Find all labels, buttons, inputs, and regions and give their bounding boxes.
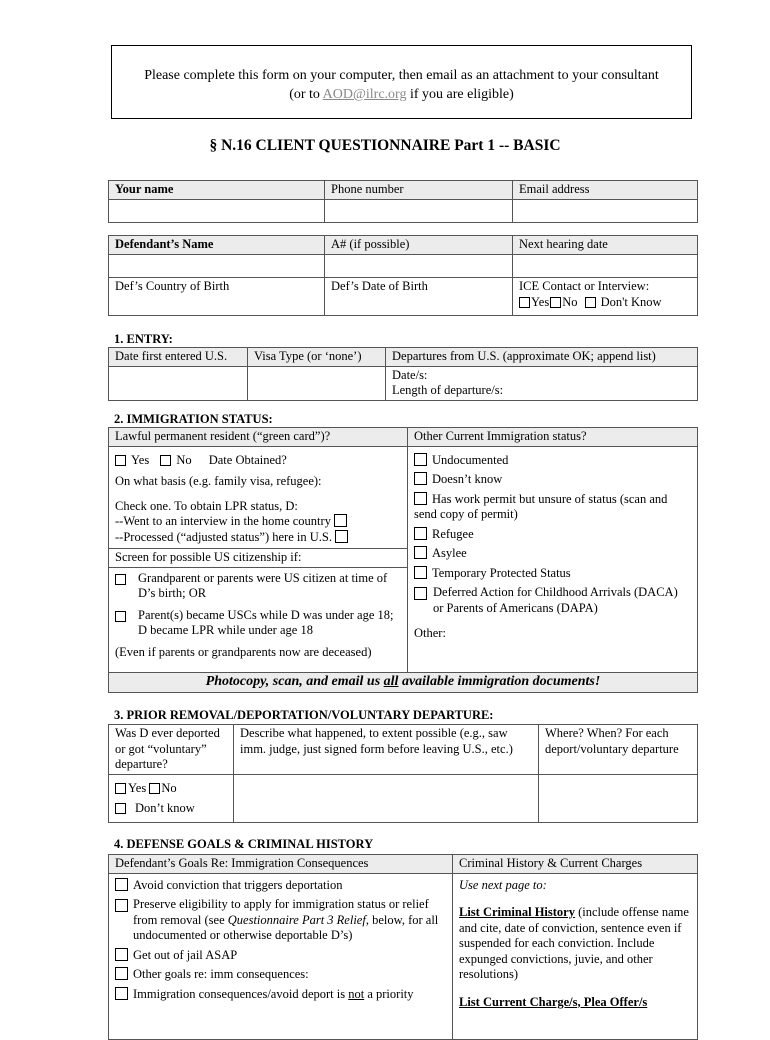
- preserve-italic: Questionnaire Part 3 Relief,: [227, 912, 369, 927]
- preserve-text: below, for all undocumented or otherwise deportable D’s): [133, 912, 439, 942]
- ice-yes-label: Yes: [531, 295, 550, 309]
- notice-text: if you are eligible): [406, 87, 514, 102]
- criminal-history-desc: (include offense name and cite, date of conviction, sentence even if suspended for each conviction. Include expunged convictions, juvie, and other resolutions): [459, 905, 689, 981]
- lpr-yes-checkbox[interactable]: [115, 455, 126, 466]
- defendant-table: [108, 235, 698, 316]
- not-priority-checkbox[interactable]: [115, 987, 128, 1000]
- status-option-checkbox[interactable]: [414, 546, 427, 559]
- notice-box: [111, 45, 692, 119]
- ice-contact-cell: [513, 277, 698, 315]
- defendant-name-field[interactable]: [109, 254, 325, 277]
- other-status-label: Other:: [414, 626, 446, 640]
- notice-line-2: [112, 85, 691, 104]
- status-option-checkbox[interactable]: [414, 527, 427, 540]
- photocopy-banner: [109, 672, 698, 692]
- not-priority-text: a priority: [364, 986, 414, 1001]
- banner-text: Photocopy, scan, and email us: [205, 673, 384, 689]
- other-status-cell: [408, 446, 698, 672]
- next-hearing-field[interactable]: [513, 254, 698, 277]
- status-option-checkbox[interactable]: [414, 566, 427, 579]
- even-if-note: (Even if parents or grandparents now are deceased): [115, 644, 372, 659]
- removal-no-checkbox[interactable]: [149, 783, 160, 794]
- status-option-checkbox[interactable]: [414, 453, 427, 466]
- lpr-no-checkbox[interactable]: [160, 455, 171, 466]
- email-field[interactable]: [513, 199, 698, 222]
- dates-label: Date/s:: [392, 367, 428, 382]
- preserve-eligibility-label: [133, 897, 446, 944]
- processed-checkbox[interactable]: [335, 530, 348, 543]
- defendant-name-label: Defendant’s Name: [109, 236, 325, 255]
- where-when-field[interactable]: [539, 774, 698, 822]
- notice-line-1: Please complete this form on your computer, then email as an attachment to your consultant: [144, 68, 659, 83]
- lpr-yes-label: Yes: [131, 452, 150, 467]
- date-of-birth-cell[interactable]: [325, 277, 513, 315]
- country-of-birth-cell[interactable]: [109, 277, 325, 315]
- ice-contact-label: ICE Contact or Interview:: [519, 278, 650, 293]
- went-interview-label: --Went to an interview in the home country: [115, 514, 331, 528]
- email-link[interactable]: AOD@ilrc.org: [322, 87, 407, 102]
- use-next-page-label: Use next page to:: [459, 877, 547, 892]
- ice-dont-know-checkbox[interactable]: [585, 297, 596, 308]
- removal-no-label: No: [161, 780, 177, 795]
- deported-question: Was D ever deported or got “voluntary” departure?: [109, 725, 234, 775]
- status-option-checkbox[interactable]: [414, 472, 427, 485]
- removal-heading: 3. PRIOR REMOVAL/DEPORTATION/VOLUNTARY DEPARTURE:: [114, 708, 494, 722]
- visa-type-label: Visa Type (or ‘none’): [248, 348, 386, 367]
- check-one-label: Check one. To obtain LPR status, D:: [115, 498, 298, 513]
- email-label: Email address: [513, 181, 698, 200]
- removal-dont-know-label: Don’t know: [135, 801, 195, 815]
- preserve-text: Preserve eligibility to apply for immigration status or relief from removal (see: [133, 897, 429, 927]
- went-interview-checkbox[interactable]: [334, 514, 347, 527]
- page-title: § N.16 CLIENT QUESTIONNAIRE Part 1 -- BASIC: [209, 137, 561, 154]
- other-status-question: Other Current Immigration status?: [408, 428, 698, 447]
- phone-label: Phone number: [325, 181, 513, 200]
- date-of-birth-label: Def’s Date of Birth: [331, 278, 428, 293]
- where-when-question: Where? When? For each deport/voluntary departure: [539, 725, 698, 775]
- date-first-entered-field[interactable]: [109, 366, 248, 400]
- ice-dont-know-label: Don't Know: [600, 295, 662, 309]
- status-option-label: Asylee: [432, 546, 467, 560]
- date-first-entered-label: Date first entered U.S.: [109, 348, 248, 367]
- describe-question: Describe what happened, to extent possible (e.g., saw imm. judge, just signed form before leaving U.S., etc.): [234, 725, 539, 775]
- goals-heading: 4. DEFENSE GOALS & CRIMINAL HISTORY: [114, 837, 374, 851]
- other-goals-checkbox[interactable]: [115, 967, 128, 980]
- goals-column-header: Defendant’s Goals Re: Immigration Consequences: [109, 855, 453, 874]
- status-option: [414, 585, 691, 616]
- entry-heading: 1. ENTRY:: [114, 332, 173, 346]
- status-table: [108, 427, 698, 693]
- goals-table: [108, 854, 698, 1040]
- goals-cell: [109, 873, 453, 1039]
- status-option: [414, 472, 691, 488]
- not-priority-emphasis: not: [348, 986, 365, 1001]
- jail-checkbox[interactable]: [115, 948, 128, 961]
- status-option-checkbox[interactable]: [414, 492, 427, 505]
- status-option: [414, 527, 691, 543]
- status-option: [414, 566, 691, 582]
- deported-answer-cell: [109, 774, 234, 822]
- grandparent-checkbox[interactable]: [115, 574, 126, 585]
- status-option-label: Undocumented: [432, 452, 509, 467]
- status-options-list: [414, 453, 691, 617]
- removal-table: [108, 724, 698, 823]
- avoid-conviction-checkbox[interactable]: [115, 878, 128, 891]
- lpr-cell: [109, 446, 408, 672]
- list-current-charges-label: List Current Charge/s, Plea Offer/s: [459, 994, 648, 1009]
- length-label: Length of departure/s:: [392, 383, 504, 397]
- country-of-birth-label: Def’s Country of Birth: [115, 278, 230, 293]
- status-option-label: Doesn’t know: [432, 472, 503, 486]
- departures-field[interactable]: [386, 366, 698, 400]
- status-option-checkbox[interactable]: [414, 587, 427, 600]
- status-heading: 2. IMMIGRATION STATUS:: [114, 412, 273, 426]
- criminal-history-instructions: [459, 905, 691, 983]
- jail-label: Get out of jail ASAP: [133, 947, 238, 962]
- your-name-field[interactable]: [109, 199, 325, 222]
- date-obtained-label: Date Obtained?: [208, 452, 287, 467]
- banner-emphasis: all: [383, 673, 399, 689]
- describe-field[interactable]: [234, 774, 539, 822]
- visa-type-field[interactable]: [248, 366, 386, 400]
- lpr-no-label: No: [176, 452, 192, 467]
- next-hearing-label: Next hearing date: [513, 236, 698, 255]
- a-number-field[interactable]: [325, 254, 513, 277]
- parents-usc-label: Parent(s) became USCs while D was under age 18; D became LPR while under age 18: [138, 607, 394, 637]
- status-option: [414, 453, 691, 469]
- notice-text: (or to: [289, 87, 323, 102]
- criminal-cell: [453, 873, 698, 1039]
- ice-yes-checkbox[interactable]: [519, 297, 530, 308]
- processed-label: --Processed (“adjusted status”) here in U.S.: [115, 529, 332, 544]
- status-option-label: Refugee: [432, 526, 474, 541]
- status-option-label: Has work permit but unsure of status (scan and send copy of permit): [414, 491, 668, 521]
- ice-no-label: No: [562, 295, 578, 309]
- banner-text: available immigration documents!: [398, 673, 601, 689]
- preserve-eligibility-checkbox[interactable]: [115, 899, 128, 912]
- criminal-column-header: Criminal History & Current Charges: [453, 855, 698, 874]
- ice-no-checkbox[interactable]: [550, 297, 561, 308]
- removal-yes-checkbox[interactable]: [115, 783, 126, 794]
- status-option-label: Deferred Action for Childhood Arrivals (DACA) or Parents of Americans (DAPA): [433, 585, 678, 615]
- screen-citizenship-label: Screen for possible US citizenship if:: [109, 548, 407, 568]
- a-number-label: A# (if possible): [325, 236, 513, 255]
- other-goals-label: Other goals re: imm consequences:: [133, 967, 309, 981]
- grandparent-label: Grandparent or parents were US citizen at time of D’s birth; OR: [138, 570, 388, 600]
- lpr-question: Lawful permanent resident (“green card”)?: [109, 428, 408, 447]
- avoid-conviction-label: Avoid conviction that triggers deportation: [133, 877, 343, 892]
- departures-label: Departures from U.S. (approximate OK; append list): [386, 348, 698, 367]
- entry-table: [108, 347, 698, 401]
- list-criminal-history-label: List Criminal History: [459, 905, 575, 919]
- status-option: [414, 492, 691, 523]
- status-option: [414, 546, 691, 562]
- contact-table: [108, 180, 698, 223]
- not-priority-text: Immigration consequences/avoid deport is: [133, 986, 349, 1001]
- status-option-label: Temporary Protected Status: [432, 565, 571, 580]
- removal-dont-know-checkbox[interactable]: [115, 803, 126, 814]
- removal-yes-label: Yes: [128, 780, 147, 795]
- your-name-label: Your name: [109, 181, 325, 200]
- phone-field[interactable]: [325, 199, 513, 222]
- parents-usc-checkbox[interactable]: [115, 611, 126, 622]
- basis-label: On what basis (e.g. family visa, refugee):: [115, 474, 322, 488]
